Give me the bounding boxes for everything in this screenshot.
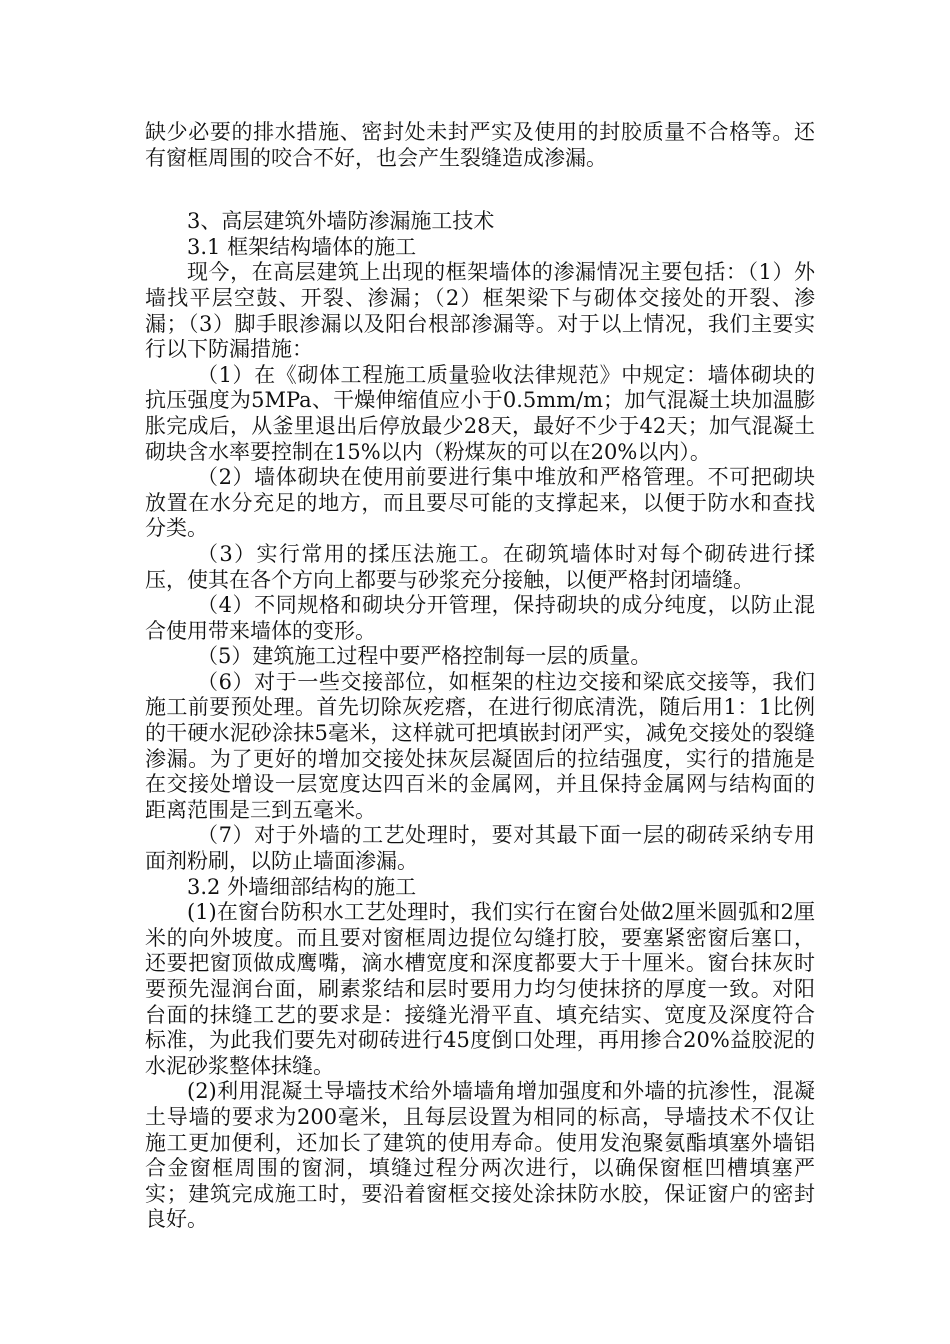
list-item-7: （7）对于外墙的工艺处理时，要对其最下面一层的砌砖采纳专用面剂粉刷，以防止墙面渗漏。 <box>145 823 815 874</box>
detail-item-1: (1)在窗台防积水工艺处理时，我们实行在窗台处做2厘米圆弧和2厘米的向外坡度。而且要对窗框周边提位勾缝打胶，要塞紧密窗后塞口，还要把窗顶做成鹰嘴，滴水槽宽度和深度都要大于十厘米。窗台抹灰时要预先湿润台面，刷素浆结和层时要用力均匀使抹挤的厚度一致。对阳台面的抹缝工艺的要求是：接缝光滑平直、填充结实、宽度及深度符合标准，为此我们要先对砌砖进行45度倒口处理，再用掺合20%益胶泥的水泥砂浆整体抹缝。 <box>145 900 815 1078</box>
list-item-3: （3）实行常用的揉压法施工。在砌筑墙体时对每个砌砖进行揉压，使其在各个方向上都要与砂浆充分接触，以便严格封闭墙缝。 <box>145 541 815 592</box>
document-body <box>145 120 815 1233</box>
list-item-1: （1）在《砌体工程施工质量验收法律规范》中规定：墙体砌块的抗压强度为5MPa、干燥伸缩值应小于0.5mm/m；加气混凝土块加温膨胀完成后，从釜里退出后停放最少28天，最好不少于42天；加气混凝土砌块含水率要控制在15%以内（粉煤灰的可以在20%以内）。 <box>145 362 815 464</box>
list-item-5: （5）建筑施工过程中要严格控制每一层的质量。 <box>197 644 652 669</box>
paragraph-continuation: 缺少必要的排水措施、密封处未封严实及使用的封胶质量不合格等。还有窗框周围的咬合不好，也会产生裂缝造成渗漏。 <box>145 120 815 170</box>
list-item-2: （2）墙体砌块在使用前要进行集中堆放和严格管理。不可把砌块放置在水分充足的地方，而且要尽可能的支撑起来，以便于防水和查找分类。 <box>145 465 815 541</box>
list-item-4: （4）不同规格和砌块分开管理，保持砌块的成分纯度，以防止混合使用带来墙体的变形。 <box>145 593 815 643</box>
subsection-heading-3-2: 3.2 外墙细部结构的施工 <box>187 874 417 899</box>
section-heading-3: 3、高层建筑外墙防渗漏施工技术 <box>187 209 495 234</box>
paragraph-intro: 现今，在高层建筑上出现的框架墙体的渗漏情况主要包括：（1）外墙找平层空鼓、开裂、渗漏；（2）框架梁下与砌体交接处的开裂、渗漏；（3）脚手眼渗漏以及阳台根部渗漏等。对于以上情况，我们主要实行以下防漏措施： <box>145 260 815 362</box>
subsection-heading-3-1: 3.1 框架结构墙体的施工 <box>187 234 417 259</box>
section-gap <box>145 171 815 209</box>
list-item-6: （6）对于一些交接部位，如框架的柱边交接和梁底交接等，我们施工前要预处理。首先切除灰疙瘩，在进行彻底清洗，随后用1：1比例的干硬水泥砂涂抹5毫米，这样就可把填嵌封闭严实，减免交接处的裂缝渗漏。为了更好的增加交接处抹灰层凝固后的拉结强度，实行的措施是在交接处增设一层宽度达四百米的金属网，并且保持金属网与结构面的距离范围是三到五毫米。 <box>145 669 815 822</box>
detail-item-2: (2)利用混凝土导墙技术给外墙墙角增加强度和外墙的抗渗性，混凝土导墙的要求为200毫米，且每层设置为相同的标高，导墙技术不仅让施工更加便利，还加长了建筑的使用寿命。使用发泡聚氨酯填塞外墙铝合金窗框周围的窗洞，填缝过程分两次进行，以确保窗框凹槽填塞严实；建筑完成施工时，要沿着窗框交接处涂抹防水胶，保证窗户的密封良好。 <box>145 1079 815 1232</box>
